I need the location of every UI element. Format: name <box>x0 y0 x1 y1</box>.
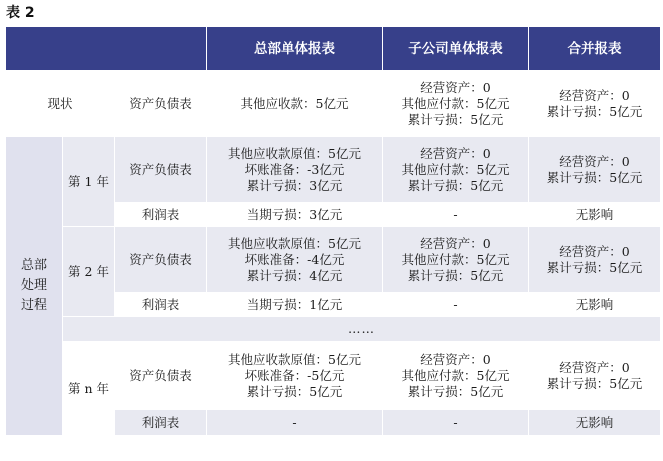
year2-label: 第 2 年 <box>63 227 115 317</box>
yearn-bs-hq <box>207 342 383 410</box>
yearn-bs-cons-line: 累计亏损：5亿元 <box>546 375 643 391</box>
yearn-pl-cons: 无影响 <box>529 410 661 436</box>
year1-bs-hq <box>207 137 383 203</box>
year1-bs-hq-line: 其他应收款原值：5亿元 <box>228 145 361 161</box>
year1-bs-row <box>6 137 661 203</box>
status-sub-line: 其他应付款：5亿元 <box>401 95 510 111</box>
process-label-line: 处理 <box>20 278 47 293</box>
year2-bs-cons <box>529 227 661 293</box>
status-hq: 其他应收款：5亿元 <box>207 71 383 137</box>
status-row <box>6 71 661 137</box>
year2-bs-cons-line: 累计亏损：5亿元 <box>546 259 643 275</box>
yearn-bs-hq-line: 其他应收款原值：5亿元 <box>228 351 361 367</box>
year1-bs-sub-line: 经营资产：0 <box>420 145 491 161</box>
header-blank <box>6 27 207 71</box>
year2-bs-sub <box>383 227 529 293</box>
consolidation-table <box>5 26 661 436</box>
year1-pl-sub: - <box>383 203 529 227</box>
year1-pl-hq: 当期亏损：3亿元 <box>207 203 383 227</box>
status-statement: 资产负债表 <box>115 71 207 137</box>
yearn-pl-label: 利润表 <box>115 410 207 436</box>
year2-bs-row <box>6 227 661 293</box>
year2-pl-label: 利润表 <box>115 293 207 317</box>
header-row <box>6 27 661 71</box>
ellipsis: …… <box>63 317 661 342</box>
yearn-bs-sub-line: 累计亏损：5亿元 <box>407 383 504 399</box>
process-label-line: 总部 <box>20 258 47 273</box>
yearn-bs-hq-line: 坏账准备：-5亿元 <box>244 367 345 383</box>
year1-label: 第 1 年 <box>63 137 115 227</box>
header-hq: 总部单体报表 <box>207 27 383 71</box>
year2-pl-cons: 无影响 <box>529 293 661 317</box>
year2-bs-hq-line: 坏账准备：-4亿元 <box>244 251 345 267</box>
header-subsidiary: 子公司单体报表 <box>383 27 529 71</box>
year1-pl-label: 利润表 <box>115 203 207 227</box>
yearn-pl-sub: - <box>383 410 529 436</box>
year2-bs-hq-line: 累计亏损：4亿元 <box>246 267 343 283</box>
year2-bs-label: 资产负债表 <box>115 227 207 293</box>
year2-bs-cons-line: 经营资产：0 <box>559 243 630 259</box>
yearn-bs-label: 资产负债表 <box>115 342 207 410</box>
year2-bs-sub-line: 累计亏损：5亿元 <box>407 267 504 283</box>
process-label-line: 过程 <box>20 298 47 313</box>
yearn-bs-cons <box>529 342 661 410</box>
status-sub-line: 累计亏损：5亿元 <box>407 111 504 127</box>
status-label: 现状 <box>6 71 115 137</box>
year1-bs-sub-line: 累计亏损：5亿元 <box>407 177 504 193</box>
yearn-label: 第 n 年 <box>63 342 115 436</box>
year1-bs-cons-line: 累计亏损：5亿元 <box>546 169 643 185</box>
year2-bs-sub-line: 其他应付款：5亿元 <box>401 251 510 267</box>
year2-pl-hq: 当期亏损：1亿元 <box>207 293 383 317</box>
status-cons <box>529 71 661 137</box>
year1-bs-cons-line: 经营资产：0 <box>559 153 630 169</box>
year1-bs-hq-line: 累计亏损：3亿元 <box>246 177 343 193</box>
header-consolidated: 合并报表 <box>529 27 661 71</box>
yearn-bs-row <box>6 342 661 410</box>
yearn-pl-hq: - <box>207 410 383 436</box>
year1-bs-sub <box>383 137 529 203</box>
year1-bs-label: 资产负债表 <box>115 137 207 203</box>
year1-bs-cons <box>529 137 661 203</box>
status-cons-line: 经营资产：0 <box>559 87 630 103</box>
year2-bs-hq-line: 其他应收款原值：5亿元 <box>228 235 361 251</box>
table-caption: 表 2 <box>6 5 35 21</box>
year1-pl-cons: 无影响 <box>529 203 661 227</box>
status-sub-line: 经营资产：0 <box>420 79 491 95</box>
yearn-bs-cons-line: 经营资产：0 <box>559 359 630 375</box>
status-cons-line: 累计亏损：5亿元 <box>546 103 643 119</box>
yearn-bs-sub-line: 其他应付款：5亿元 <box>401 367 510 383</box>
yearn-bs-sub <box>383 342 529 410</box>
year2-pl-sub: - <box>383 293 529 317</box>
year1-bs-sub-line: 其他应付款：5亿元 <box>401 161 510 177</box>
yearn-bs-hq-line: 累计亏损：5亿元 <box>246 383 343 399</box>
yearn-bs-sub-line: 经营资产：0 <box>420 351 491 367</box>
year2-bs-sub-line: 经营资产：0 <box>420 235 491 251</box>
status-sub <box>383 71 529 137</box>
ellipsis-row <box>6 317 661 342</box>
year2-bs-hq <box>207 227 383 293</box>
year1-bs-hq-line: 坏账准备：-3亿元 <box>244 161 345 177</box>
process-label <box>6 137 63 436</box>
